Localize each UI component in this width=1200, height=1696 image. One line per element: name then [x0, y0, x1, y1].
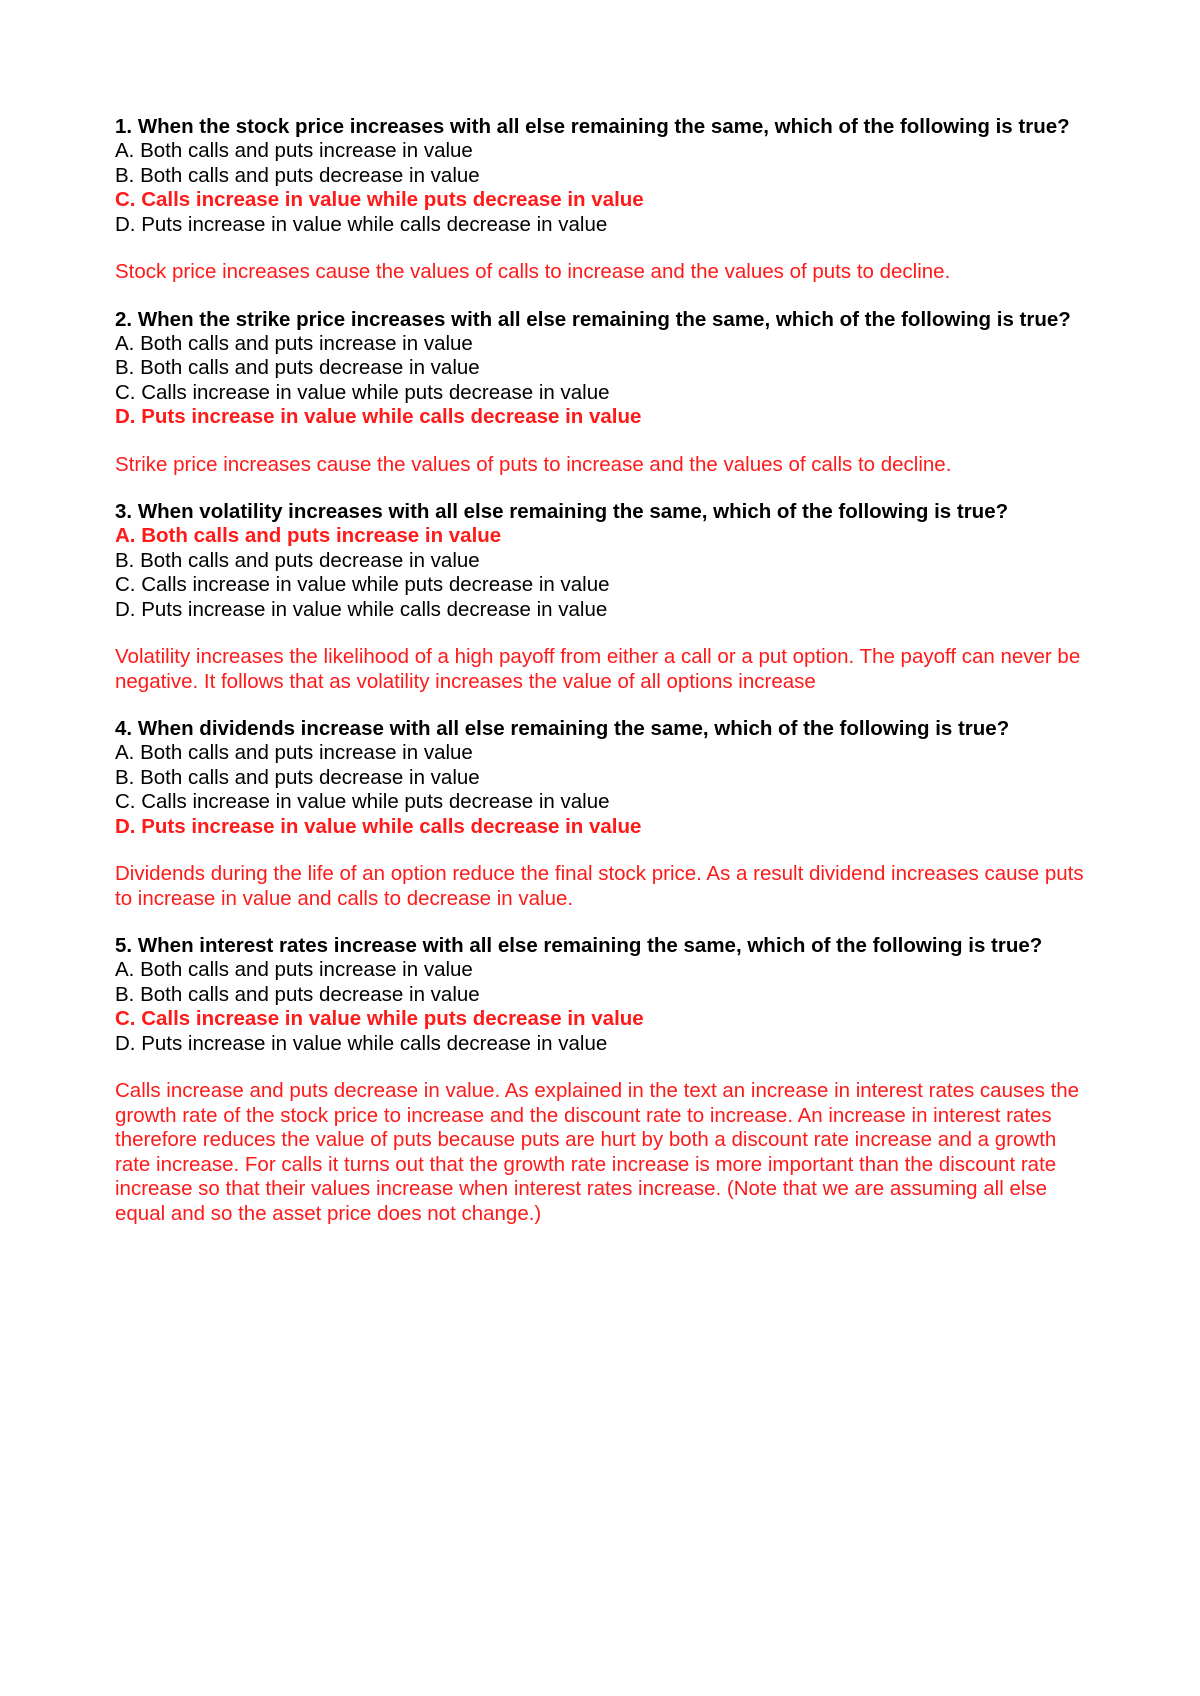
- explanation: Volatility increases the likelihood of a high payoff from either a call or a put option. The payoff can never be negative. It follows that as volatility increases the value of all options increase: [115, 645, 1081, 693]
- option-d-correct: D. Puts increase in value while calls decrease in value: [115, 405, 642, 428]
- question-5: [115, 933, 1095, 1226]
- option-c-correct: C. Calls increase in value while puts decrease in value: [115, 1007, 644, 1030]
- option-a-correct: A. Both calls and puts increase in value: [115, 524, 502, 547]
- option-a: A. Both calls and puts increase in value: [115, 958, 473, 981]
- question-3: [115, 499, 1095, 694]
- question-text: 5. When interest rates increase with all else remaining the same, which of the following is true?: [115, 934, 1043, 957]
- option-b: B. Both calls and puts decrease in value: [115, 765, 480, 789]
- explanation: Calls increase and puts decrease in value. As explained in the text an increase in interest rates causes the growth rate of the stock price to increase and the discount rate to increase. An increase in interest rates therefore reduces the value of puts because puts are hurt by both a discount rate increase and a growth rate increase. For calls it turns out that the growth rate increase is more important than the discount rate increase so that their values increase when interest rates increase. (Note that we are assuming all else equal and so the asset price does not change.): [115, 1079, 1080, 1225]
- document-page: [115, 114, 1095, 1248]
- explanation: Dividends during the life of an option reduce the final stock price. As a result dividend increases cause puts to increase in value and calls to decrease in value.: [115, 862, 1084, 910]
- answer-options: [115, 958, 1095, 1056]
- option-a: A. Both calls and puts increase in value: [115, 139, 473, 162]
- option-d: D. Puts increase in value while calls decrease in value: [115, 1031, 608, 1055]
- question-text: 3. When volatility increases with all else remaining the same, which of the following is true?: [115, 500, 1009, 523]
- answer-options: [115, 741, 1095, 839]
- question-text: 1. When the stock price increases with all else remaining the same, which of the following is true?: [115, 115, 1070, 138]
- option-b: B. Both calls and puts decrease in value: [115, 982, 480, 1006]
- option-c: C. Calls increase in value while puts decrease in value: [115, 573, 610, 596]
- question-4: [115, 716, 1095, 911]
- answer-options: [115, 139, 1095, 237]
- option-a: A. Both calls and puts increase in value: [115, 741, 473, 764]
- option-d-correct: D. Puts increase in value while calls decrease in value: [115, 814, 642, 838]
- answer-options: [115, 332, 1095, 430]
- explanation: Stock price increases cause the values of calls to increase and the values of puts to decline.: [115, 260, 951, 283]
- explanation: Strike price increases cause the values of puts to increase and the values of calls to decline.: [115, 452, 952, 476]
- question-1: [115, 114, 1095, 285]
- option-b: B. Both calls and puts decrease in value: [115, 548, 480, 572]
- option-c: C. Calls increase in value while puts decrease in value: [115, 790, 610, 813]
- option-d: D. Puts increase in value while calls decrease in value: [115, 212, 608, 236]
- answer-options: [115, 524, 1095, 622]
- question-text: 4. When dividends increase with all else remaining the same, which of the following is true?: [115, 717, 1010, 740]
- option-a: A. Both calls and puts increase in value: [115, 331, 473, 355]
- option-c: C. Calls increase in value while puts decrease in value: [115, 380, 610, 404]
- option-b: B. Both calls and puts decrease in value: [115, 356, 480, 379]
- question-text: 2. When the strike price increases with all else remaining the same, which of the following is true?: [115, 307, 1071, 331]
- option-c-correct: C. Calls increase in value while puts decrease in value: [115, 188, 644, 211]
- option-b: B. Both calls and puts decrease in value: [115, 163, 480, 187]
- question-2: [115, 307, 1095, 478]
- option-d: D. Puts increase in value while calls decrease in value: [115, 597, 608, 621]
